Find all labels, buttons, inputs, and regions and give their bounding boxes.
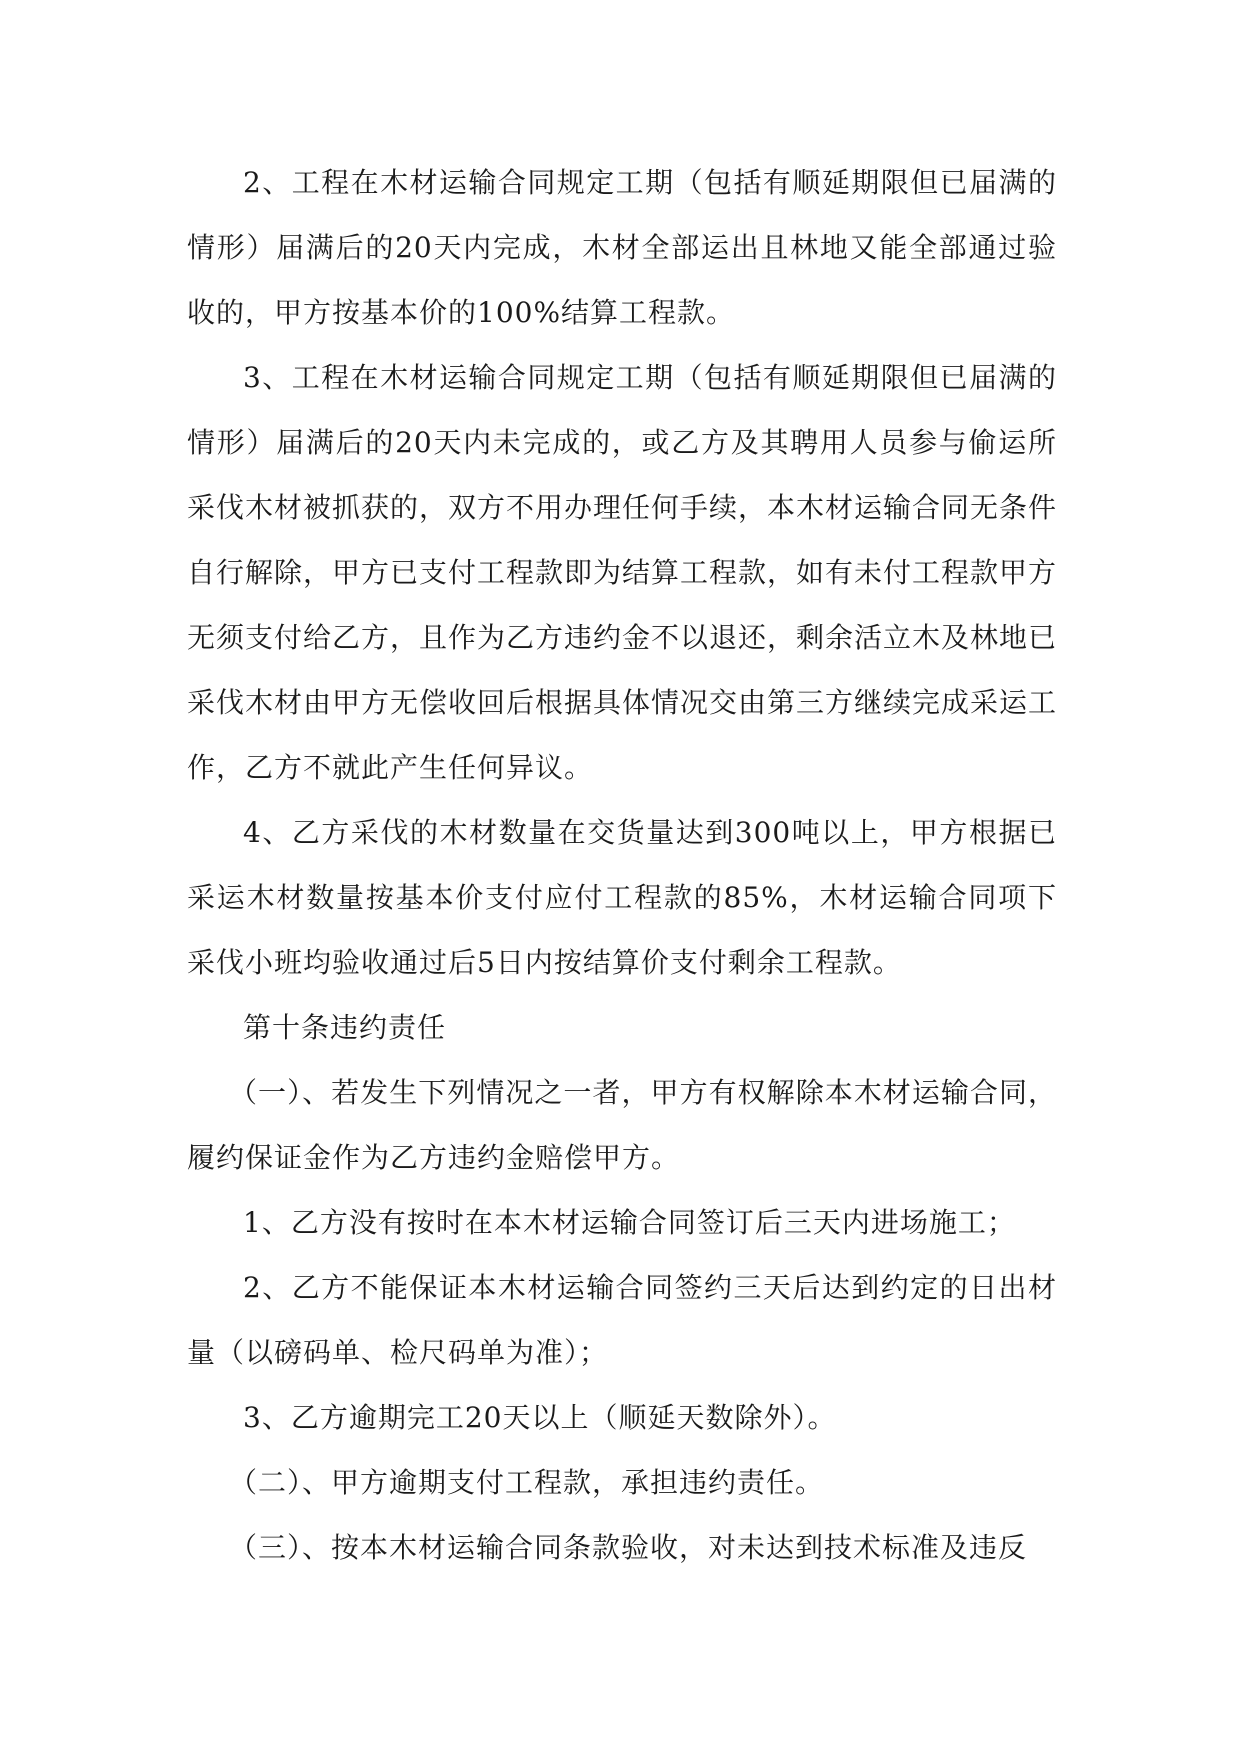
clause-3-termination: 3、工程在木材运输合同规定工期（包括有顺延期限但已届满的情形）届满后的20天内未完成的，或乙方及其聘用人员参与偷运所采伐木材被抓获的，双方不用办理任何手续，本木材运输合同无条件自行解除，甲方已支付工程款即为结算工程款，如有未付工程款甲方无须支付给乙方，且作为乙方违约金不以退还，剩余活立木及林地已采伐木材由甲方无偿收回后根据具体情况交由第三方继续完成采运工作，乙方不就此产生任何异议。 xyxy=(187,361,1058,784)
article-10-heading: 第十条违约责任 xyxy=(243,1011,447,1044)
breach-section-3: （三）、按本木材运输合同条款验收，对未达到技术标准及违反 xyxy=(229,1531,1028,1564)
breach-item-2: 2、乙方不能保证本木材运输合同签约三天后达到约定的日出材量（以磅码单、检尺码单为准）； xyxy=(187,1271,1057,1369)
breach-section-2: （二）、甲方逾期支付工程款，承担违约责任。 xyxy=(229,1466,825,1499)
clause-4-payment: 4、乙方采伐的木材数量在交货量达到300吨以上，甲方根据已采运木材数量按基本价支付应付工程款的85%，木材运输合同项下采伐小班均验收通过后5日内按结算价支付剩余工程款。 xyxy=(187,816,1057,979)
breach-item-1: 1、乙方没有按时在本木材运输合同签订后三天内进场施工； xyxy=(243,1206,1016,1239)
clause-2-settlement-full: 2、工程在木材运输合同规定工期（包括有顺延期限但已届满的情形）届满后的20天内完成，木材全部运出且林地又能全部通过验收的，甲方按基本价的100%结算工程款。 xyxy=(187,166,1057,329)
breach-item-3: 3、乙方逾期完工20天以上（顺延天数除外）。 xyxy=(243,1401,837,1434)
breach-section-1: （一）、若发生下列情况之一者，甲方有权解除本木材运输合同，履约保证金作为乙方违约金赔偿甲方。 xyxy=(187,1076,1057,1174)
document-body xyxy=(187,150,1057,1580)
